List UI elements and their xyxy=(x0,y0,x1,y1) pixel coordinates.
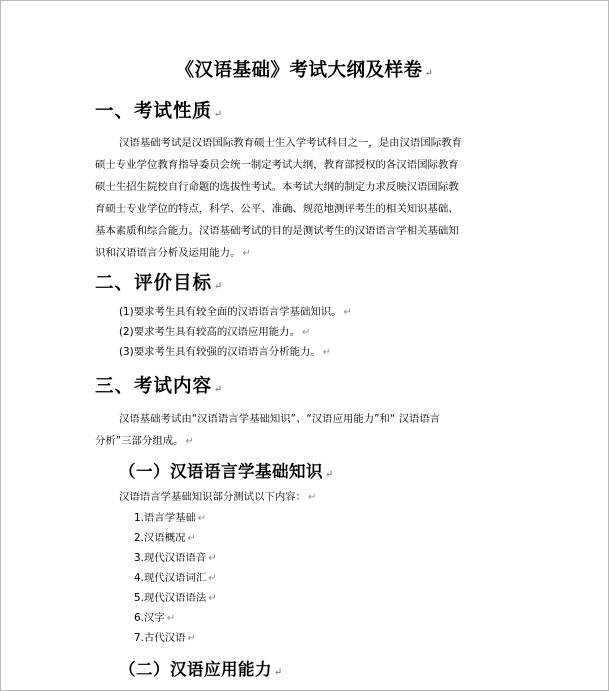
paragraph-line: 汉语基础考试是汉语国际教育硕士生入学考试科目之一，是由汉语国际教育 xyxy=(119,137,462,149)
section-heading-2: 二、评价目标 ↵ xyxy=(95,273,224,294)
paragraph-mark-icon: ↵ xyxy=(424,68,434,79)
paragraph-mark-icon: ↵ xyxy=(185,436,194,447)
paragraph-mark-icon: ↵ xyxy=(208,553,217,564)
paragraph-mark-icon: ↵ xyxy=(308,492,317,503)
section-heading-1: 一、考试性质 ↵ xyxy=(95,101,224,122)
paragraph-line: 识和汉语语言分析及运用能力。 ↵ xyxy=(95,247,251,259)
paragraph-mark-icon: ↵ xyxy=(214,109,224,120)
section-heading-3: 三、考试内容 ↵ xyxy=(95,376,224,397)
list-item: 3.现代汉语语音 ↵ xyxy=(134,552,217,564)
paragraph-mark-icon: ↵ xyxy=(301,327,311,338)
paragraph-mark-icon: ↵ xyxy=(187,633,196,644)
list-item: (3)要求考生具有较强的汉语语言分析能力。 ↵ xyxy=(119,346,332,358)
paragraph-mark-icon: ↵ xyxy=(343,307,352,318)
list-item: 7.古代汉语 ↵ xyxy=(134,632,196,644)
paragraph-line: 分析”三部分组成。 ↵ xyxy=(95,435,194,447)
subsection-intro: 汉语语言学基础知识部分测试以下内容： ↵ xyxy=(119,491,317,503)
paragraph-mark-icon: ↵ xyxy=(197,513,207,524)
list-item: 2.汉语概况 ↵ xyxy=(134,532,196,544)
document-title: 《汉语基础》考试大纲及样卷 ↵ xyxy=(175,60,434,81)
subsection-heading-1: （一）汉语语言学基础知识 ↵ xyxy=(119,462,334,481)
paragraph-line: 基本素质和综合能力。汉语基础考试的目的是测试考生的汉语语言学相关基础知 xyxy=(95,225,459,237)
paragraph-mark-icon: ↵ xyxy=(166,613,176,624)
paragraph-mark-icon: ↵ xyxy=(322,347,332,358)
list-item: 4.现代汉语词汇 ↵ xyxy=(134,572,217,584)
paragraph-line: 汉语基础考试由“汉语语言学基础知识”、“汉语应用能力”和“ 汉语语言 xyxy=(119,413,441,425)
list-item: (1)要求考生具有较全面的汉语语言学基础知识。 ↵ xyxy=(119,306,352,318)
list-item: 5.现代汉语语法 ↵ xyxy=(134,592,217,604)
list-item: (2)要求考生具有较高的汉语应用能力。 ↵ xyxy=(119,326,311,338)
paragraph-mark-icon: ↵ xyxy=(274,667,283,678)
paragraph-mark-icon: ↵ xyxy=(214,384,224,395)
paragraph-mark-icon: ↵ xyxy=(242,248,251,259)
paragraph-line: 硕士生招生院校自行命题的选拔性考试。本考试大纲的制定力求反映汉语国际教 xyxy=(95,181,459,193)
list-item: 1.语言学基础 ↵ xyxy=(134,512,207,524)
paragraph-line: 硕士专业学位教育指导委员会统一制定考试大纲，教育部授权的各汉语国际教育 xyxy=(95,159,459,171)
paragraph-line: 育硕士专业学位的特点，科学、公平、准确、规范地测评考生的相关知识基础、 xyxy=(95,203,459,215)
paragraph-mark-icon: ↵ xyxy=(214,281,224,292)
paragraph-mark-icon: ↵ xyxy=(208,593,217,604)
paragraph-mark-icon: ↵ xyxy=(325,469,334,480)
subsection-heading-2: （二）汉语应用能力 ↵ xyxy=(119,660,283,679)
list-item: 6.汉字 ↵ xyxy=(134,612,176,624)
paragraph-mark-icon: ↵ xyxy=(208,573,217,584)
paragraph-mark-icon: ↵ xyxy=(187,533,196,544)
